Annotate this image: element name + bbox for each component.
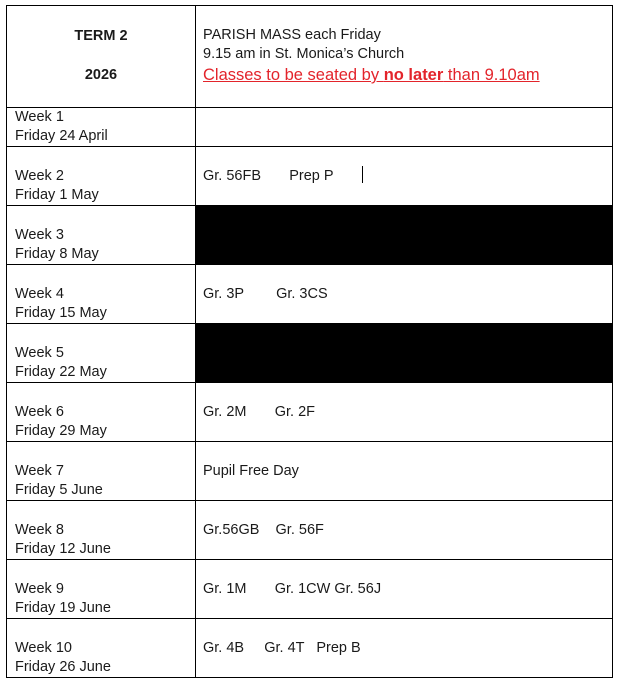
- week-date: Friday 5 June: [15, 482, 103, 498]
- week-cell: [7, 265, 196, 324]
- week-cell: [7, 619, 196, 678]
- table-row: [7, 501, 613, 560]
- mass-time-location: 9.15 am in St. Monica’s Church: [203, 46, 405, 62]
- week-cell: [7, 560, 196, 619]
- week-date: Friday 12 June: [15, 541, 111, 557]
- classes-text: Gr. 2M Gr. 2F: [203, 403, 315, 420]
- week-label: Week 7: [15, 463, 64, 479]
- year-label: 2026: [84, 67, 118, 83]
- week-date: Friday 26 June: [15, 659, 111, 675]
- table-row: [7, 265, 613, 324]
- classes-cell: [196, 442, 613, 501]
- warning-emphasis: no later: [383, 66, 444, 84]
- seating-warning: [203, 64, 612, 86]
- table-row: [7, 619, 613, 678]
- term-label: TERM 2: [74, 28, 128, 44]
- table-row: [7, 147, 613, 206]
- header-row: [7, 6, 613, 108]
- mass-title: PARISH MASS each Friday: [203, 27, 381, 43]
- week-label: Week 8: [15, 522, 64, 538]
- text-cursor: [362, 166, 363, 183]
- week-cell: [7, 442, 196, 501]
- table-row: [7, 383, 613, 442]
- week-label: Week 10: [15, 640, 72, 656]
- classes-cell: [196, 560, 613, 619]
- week-date: Friday 8 May: [15, 246, 99, 262]
- week-label: Week 6: [15, 404, 64, 420]
- week-cell: [7, 324, 196, 383]
- week-date: Friday 24 April: [15, 128, 108, 144]
- table-row: [7, 108, 613, 147]
- week-cell: [7, 383, 196, 442]
- classes-cell: [196, 383, 613, 442]
- week-cell: [7, 108, 196, 147]
- classes-text: Gr. 3P Gr. 3CS: [203, 285, 328, 302]
- mass-schedule-table: [6, 5, 613, 678]
- week-label: Week 4: [15, 286, 64, 302]
- week-label: Week 9: [15, 581, 64, 597]
- week-label: Week 5: [15, 345, 64, 361]
- classes-cell: [196, 619, 613, 678]
- mass-info-cell: [196, 6, 613, 108]
- table-row: [7, 206, 613, 265]
- classes-text: Pupil Free Day: [203, 462, 299, 479]
- warning-text-start: Classes to be seated by: [203, 66, 384, 84]
- table-row: [7, 442, 613, 501]
- week-cell: [7, 147, 196, 206]
- week-date: Friday 1 May: [15, 187, 99, 203]
- classes-cell[interactable]: [196, 147, 613, 206]
- redacted-cell: [196, 206, 613, 265]
- week-date: Friday 29 May: [15, 423, 107, 439]
- week-label: Week 1: [15, 109, 64, 125]
- redacted-cell: [196, 324, 613, 383]
- classes-text: Gr. 4B Gr. 4T Prep B: [203, 639, 361, 656]
- week-date: Friday 19 June: [15, 600, 111, 616]
- table-row: [7, 560, 613, 619]
- week-date: Friday 15 May: [15, 305, 107, 321]
- classes-cell: [196, 265, 613, 324]
- classes-text: Gr. 1M Gr. 1CW Gr. 56J: [203, 580, 382, 597]
- warning-text-end: than 9.10am: [443, 66, 540, 84]
- classes-text: Gr.56GB Gr. 56F: [203, 521, 324, 538]
- classes-cell: [196, 108, 613, 147]
- week-cell: [7, 206, 196, 265]
- week-cell: [7, 501, 196, 560]
- week-label: Week 3: [15, 227, 64, 243]
- term-cell: [7, 6, 196, 108]
- week-label: Week 2: [15, 168, 64, 184]
- week-date: Friday 22 May: [15, 364, 107, 380]
- classes-cell: [196, 501, 613, 560]
- mass-schedule-sheet: [6, 5, 612, 678]
- table-row: [7, 324, 613, 383]
- classes-text: Gr. 56FB Prep P: [203, 168, 334, 184]
